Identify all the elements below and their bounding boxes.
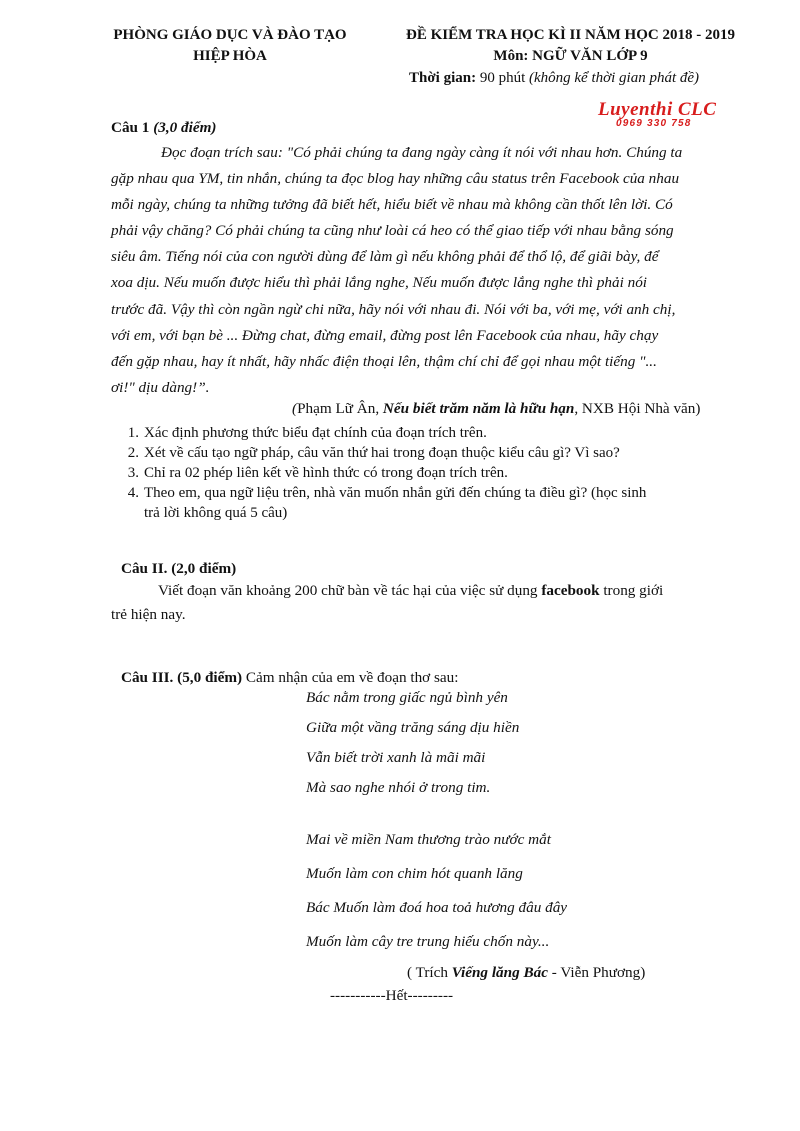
question-number: 2. [127, 445, 139, 461]
cau2-text [158, 582, 663, 600]
brand-phone: 0969 330 758 [616, 118, 692, 129]
time-note: (không kể thời gian phát đề) [529, 70, 700, 86]
cau3-prompt: Cảm nhận của em về đoạn thơ sau: [242, 669, 459, 686]
cau3-heading-line [121, 669, 458, 687]
cau2-heading: Câu II. (2,0 điểm) [121, 560, 237, 577]
poem-source-title: Viếng lăng Bác [451, 964, 548, 981]
reading-passage [111, 140, 759, 401]
poem-line: Giữa một vầng trăng sáng dịu hiền [306, 719, 520, 736]
source-publisher: , NXB Hội Nhà văn) [574, 400, 701, 417]
question-text: Chỉ ra 02 phép liên kết về hình thức có trong đoạn trích trên. [144, 465, 508, 481]
source-title: Nếu biết trăm năm là hữu hạn [382, 400, 575, 417]
passage-line: với em, với bạn bè ... Đừng chat, đừng email, đừng post lên Facebook của nhau, hãy chạy [111, 326, 659, 344]
cau1-label: Câu 1 [111, 119, 154, 136]
passage-line: đến gặp nhau, hay ít nhất, hãy nhấc điện thoại lên, thậm chí chỉ để gọi nhau một tiếng "... [111, 352, 657, 370]
passage-line: mỗi ngày, chúng ta những tưởng đã biết hết, hiểu biết về nhau mà không cần thốt lên lời. Có [111, 196, 673, 214]
question-number: 3. [127, 465, 139, 481]
poem-line: Muốn làm cây tre trung hiếu chốn này... [306, 933, 550, 950]
question-number: 4. [127, 485, 139, 501]
poem-line: Mai về miền Nam thương trào nước mắt [306, 831, 551, 848]
poem-line: Vẫn biết trời xanh là mãi mãi [306, 749, 486, 766]
poem-line: Muốn làm con chim hót quanh lăng [306, 865, 523, 882]
question-text-continued: trả lời không quá 5 câu) [144, 505, 288, 521]
district-name: HIỆP HÒA [193, 48, 267, 64]
time-value: 90 phút [476, 70, 529, 86]
subject-line: Môn: NGỮ VĂN LỚP 9 [493, 48, 648, 64]
poem-line: Bác nằm trong giấc ngủ bình yên [306, 689, 508, 706]
cau2-text-line2: trẻ hiện nay. [111, 606, 186, 623]
poem-source-open: ( Trích [407, 964, 452, 981]
brand-watermark: Luyenthi CLC [598, 99, 717, 120]
time-line [409, 70, 699, 87]
department-name: PHÒNG GIÁO DỤC VÀ ĐÀO TẠO [113, 27, 347, 43]
poem-line: Bác Muốn làm đoá hoa toả hương đâu đây [306, 899, 568, 916]
passage-line: phải vậy chăng? Có phải chúng ta cũng như loài cá heo có thể giao tiếp với nhau bằng sóng [111, 222, 674, 240]
passage-line: xoa dịu. Nếu muốn được hiểu thì phải lắng nghe, Nếu muốn được lắng nghe thì phải nói [111, 274, 648, 292]
question-item [111, 443, 761, 463]
passage-line: trước đã. Vậy thì còn ngần ngừ chi nữa, hãy nói với nhau đi. Nói với ba, với mẹ, với anh chị, [111, 300, 676, 318]
question-item [111, 423, 761, 443]
question-item [111, 463, 761, 483]
source-author: Phạm Lữ Ân, [297, 400, 383, 417]
cau1-points: (3,0 điểm) [153, 119, 217, 136]
question-list [111, 423, 761, 523]
cau2-text-part: Viết đoạn văn khoảng 200 chữ bàn về tác hại của việc sử dụng [158, 582, 542, 599]
question-text: Xét về cấu tạo ngữ pháp, câu văn thứ hai trong đoạn thuộc kiểu câu gì? Vì sao? [144, 445, 620, 461]
passage-line: Đọc đoạn trích sau: "Có phải chúng ta đang ngày càng ít nói với nhau hơn. Chúng ta [161, 144, 683, 161]
question-item [111, 483, 761, 523]
question-text: Xác định phương thức biểu đạt chính của đoạn trích trên. [144, 425, 487, 441]
end-marker: -----------Hết--------- [330, 987, 454, 1004]
time-label: Thời gian: [409, 70, 477, 86]
cau1-heading [111, 119, 216, 137]
poem-source-rest: - Viễn Phương) [547, 964, 646, 981]
poem-source [407, 964, 645, 982]
cau2-text-part: trong giới [599, 582, 664, 599]
exam-title: ĐỀ KIỂM TRA HỌC KÌ II NĂM HỌC 2018 - 2019 [406, 27, 735, 43]
passage-line: ơi!" dịu dàng!”. [111, 378, 210, 396]
passage-line: gặp nhau qua YM, tin nhắn, chúng ta đọc blog hay những câu status trên Facebook của nhau [111, 170, 680, 188]
cau3-heading: Câu III. (5,0 điểm) [121, 669, 243, 686]
poem-line: Mà sao nghe nhói ở trong tim. [306, 779, 491, 796]
question-text: Theo em, qua ngữ liệu trên, nhà văn muốn nhắn gửi đến chúng ta điều gì? (học sinh [144, 485, 647, 501]
source-open: ( [292, 400, 298, 417]
passage-line: siêu âm. Tiếng nói của con người dùng để làm gì nếu không phải để thổ lộ, để giãi bày, để [111, 248, 659, 266]
facebook-term: facebook [541, 582, 600, 599]
question-number: 1. [127, 425, 139, 441]
passage-source [292, 400, 700, 418]
